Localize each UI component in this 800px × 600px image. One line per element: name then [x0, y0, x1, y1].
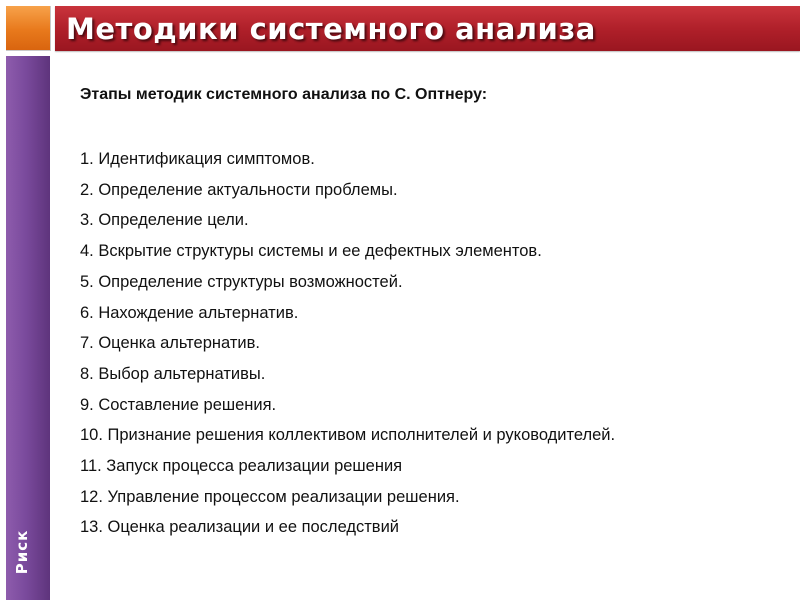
- list-item: 8. Выбор альтернативы.: [80, 364, 266, 383]
- side-label: Риск: [13, 529, 31, 575]
- content-area: [80, 84, 780, 543]
- list-item: 2. Определение актуальности проблемы.: [80, 180, 398, 199]
- list-item: 5. Определение структуры возможностей.: [80, 272, 403, 291]
- list-item: 11. Запуск процесса реализации решения: [80, 457, 403, 476]
- list-item: 12. Управление процессом реализации решения.: [80, 487, 460, 506]
- list-item: 13. Оценка реализации и ее последствий: [80, 518, 400, 537]
- title-bar: [55, 6, 800, 51]
- list-item: 10. Признание решения коллективом исполнителей и руководителей.: [80, 426, 616, 445]
- list-item: 6. Нахождение альтернатив.: [80, 303, 299, 322]
- slide-title: Методики системного анализа: [66, 12, 596, 46]
- list-item: 4. Вскрытие структуры системы и ее дефектных элементов.: [80, 242, 542, 261]
- steps-list: [80, 144, 780, 543]
- list-item: 1. Идентификация симптомов.: [80, 150, 315, 168]
- list-item: 3. Определение цели.: [80, 211, 249, 230]
- corner-accent-square: [6, 6, 51, 51]
- list-item: 9. Составление решения.: [80, 395, 277, 414]
- side-bar: [6, 56, 50, 600]
- content-heading: Этапы методик системного анализа по С. Оптнеру:: [80, 86, 488, 103]
- list-item: 7. Оценка альтернатив.: [80, 334, 260, 353]
